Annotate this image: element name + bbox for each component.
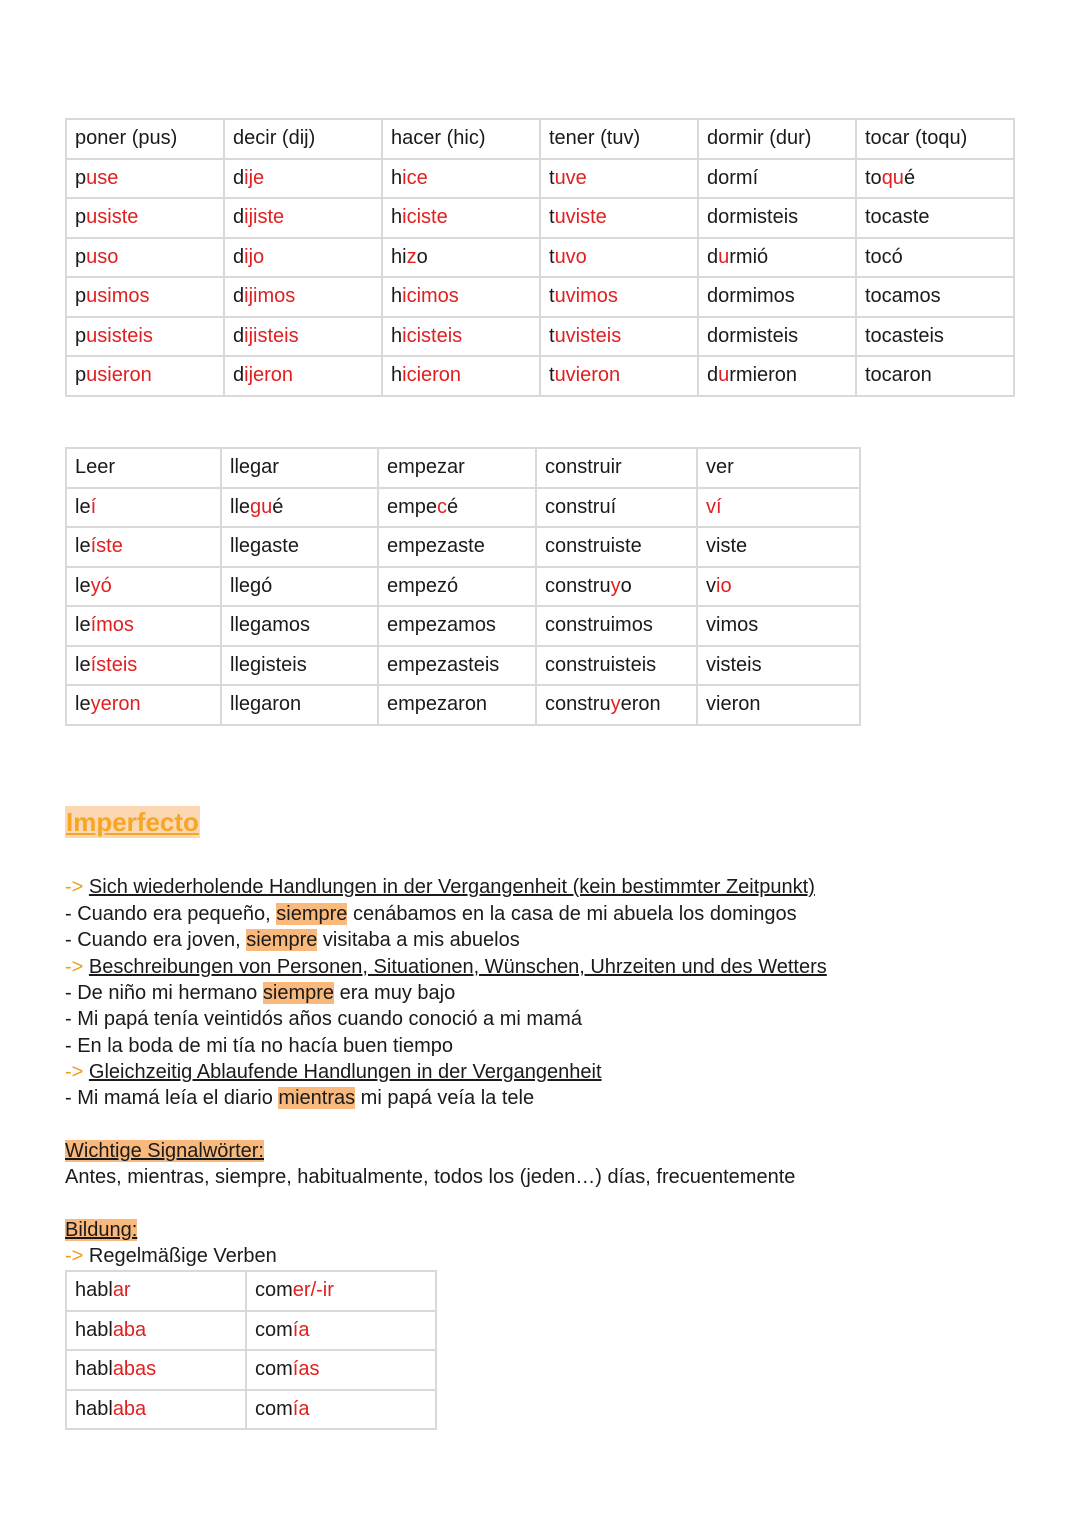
- ending-highlight: er/-ir: [292, 1279, 334, 1302]
- stem-text: h: [391, 166, 403, 189]
- signal-word-highlight: siempre: [262, 982, 335, 1004]
- conjugation-cell: [382, 317, 540, 357]
- conjugation-cell: [66, 1311, 246, 1351]
- stem-text: é: [447, 495, 459, 518]
- conjugation-cell: [66, 606, 221, 646]
- stem-text: llegaste: [230, 535, 299, 558]
- conjugation-cell: [378, 646, 536, 686]
- example-line: [65, 1085, 534, 1111]
- signal-words-list: Antes, mientras, siempre, habitualmente, todos los (jeden…) días, frecuentemente: [65, 1166, 796, 1188]
- stem-text: construisteis: [545, 653, 657, 676]
- ending-highlight: qu: [881, 166, 904, 189]
- arrow-marker: ->: [65, 956, 84, 978]
- ending-highlight: ijiste: [244, 206, 285, 229]
- stem-text: t: [549, 206, 555, 229]
- conjugation-cell: [224, 198, 382, 238]
- stem-text: llegisteis: [230, 653, 307, 676]
- stem-text: p: [75, 364, 87, 387]
- conjugation-row: [66, 567, 860, 607]
- stem-text: le: [75, 653, 91, 676]
- signal-word-highlight: siempre: [276, 903, 348, 925]
- verb-header: Leer: [66, 448, 221, 488]
- conjugation-row: [66, 488, 860, 528]
- stem-text: h: [391, 206, 403, 229]
- conjugation-cell: [221, 685, 378, 725]
- conjugation-row: [66, 356, 1014, 396]
- conjugation-cell: [221, 567, 378, 607]
- stem-text: t: [549, 166, 555, 189]
- stem-text: t: [549, 245, 555, 268]
- ending-highlight: uvo: [554, 245, 587, 268]
- conjugation-cell: [66, 356, 224, 396]
- regular-verbs-label: [65, 1243, 277, 1269]
- stem-text: h: [391, 364, 403, 387]
- ending-highlight: gu: [250, 495, 273, 518]
- conjugation-cell: [698, 317, 856, 357]
- stem-text: p: [75, 206, 87, 229]
- stem-text: habl: [75, 1358, 113, 1381]
- stem-text: rmieron: [729, 364, 798, 387]
- stem-text: dormisteis: [707, 206, 799, 229]
- ending-highlight: ijo: [244, 245, 265, 268]
- stem-text: visteis: [706, 653, 762, 676]
- stem-text: hi: [391, 245, 407, 268]
- stem-text: d: [233, 324, 245, 347]
- stem-text: p: [75, 324, 87, 347]
- conjugation-row: [66, 159, 1014, 199]
- stem-text: dormí: [707, 166, 759, 189]
- ending-highlight: icieron: [402, 364, 462, 387]
- ending-highlight: usimos: [86, 285, 150, 308]
- example-line: [65, 901, 797, 927]
- stem-text: empezaste: [387, 535, 485, 558]
- conjugation-cell: [856, 159, 1014, 199]
- example-line: - Mi papá tenía veintidós años cuando conoció a mi mamá: [65, 1008, 582, 1030]
- ending-highlight: ía: [292, 1397, 310, 1420]
- rule-text: Beschreibungen von Personen, Situationen, Wünschen, Uhrzeiten und des Wetters: [88, 956, 827, 978]
- ending-highlight: uvimos: [554, 285, 618, 308]
- stem-text: llegamos: [230, 614, 311, 637]
- conjugation-cell: [698, 238, 856, 278]
- conjugation-cell: [698, 356, 856, 396]
- ending-highlight: y: [610, 574, 621, 597]
- conjugation-cell: [540, 159, 698, 199]
- ending-highlight: z: [406, 245, 417, 268]
- conjugation-cell: [66, 1390, 246, 1430]
- stem-text: é: [903, 166, 916, 189]
- conjugation-row: [66, 685, 860, 725]
- stem-text: construí: [545, 495, 617, 518]
- stem-text: com: [255, 1318, 293, 1341]
- stem-text: vimos: [706, 614, 759, 637]
- conjugation-cell: [224, 238, 382, 278]
- signal-word-highlight: siempre: [246, 929, 318, 951]
- stem-text: o: [620, 574, 632, 597]
- conjugation-cell: [540, 198, 698, 238]
- regular-verbs-text: Regelmäßige Verben: [88, 1245, 277, 1267]
- conjugation-cell: [66, 238, 224, 278]
- ending-highlight: í: [90, 495, 97, 518]
- arrow-marker: ->: [65, 1245, 84, 1267]
- stem-text: to: [865, 166, 882, 189]
- preterite-spelling-body: [66, 448, 860, 725]
- example-text: - Mi mamá leía el diario: [65, 1087, 279, 1109]
- conjugation-cell: [221, 646, 378, 686]
- conjugation-cell: [856, 198, 1014, 238]
- example-text: mi papá veía la tele: [355, 1087, 535, 1109]
- ending-highlight: usisteis: [86, 324, 153, 347]
- verb-header: decir (dij): [224, 119, 382, 159]
- rule-descriptions: [65, 954, 827, 980]
- stem-text: d: [707, 364, 719, 387]
- preterite-irregular-body: [66, 119, 1014, 396]
- stem-text: tocaron: [865, 364, 932, 387]
- ending-highlight: c: [437, 495, 448, 518]
- conjugation-row: [66, 646, 860, 686]
- example-text: era muy bajo: [334, 982, 456, 1004]
- conjugation-row: [66, 317, 1014, 357]
- ending-highlight: ijeron: [244, 364, 294, 387]
- ending-highlight: usieron: [86, 364, 152, 387]
- example-line: - En la boda de mi tía no hacía buen tiempo: [65, 1035, 454, 1057]
- rule-text: Sich wiederholende Handlungen in der Vergangenheit (kein bestimmter Zeitpunkt): [88, 876, 815, 898]
- bildung-label: Bildung:: [65, 1219, 138, 1241]
- conjugation-cell: [66, 685, 221, 725]
- conjugation-row: [66, 1390, 436, 1430]
- conjugation-cell: [540, 277, 698, 317]
- stem-text: d: [707, 245, 719, 268]
- stem-text: h: [391, 324, 403, 347]
- stem-text: llegaron: [230, 693, 302, 716]
- conjugation-cell: [224, 356, 382, 396]
- stem-text: constru: [545, 574, 611, 597]
- stem-text: construiste: [545, 535, 642, 558]
- conjugation-cell: [378, 685, 536, 725]
- ending-highlight: uvisteis: [554, 324, 622, 347]
- preterite-irregular-table: [65, 118, 1015, 397]
- ending-highlight: íste: [90, 535, 123, 558]
- stem-text: com: [255, 1397, 293, 1420]
- conjugation-cell: [382, 238, 540, 278]
- stem-text: t: [549, 285, 555, 308]
- stem-text: d: [233, 206, 245, 229]
- ending-highlight: ísteis: [90, 653, 138, 676]
- conjugation-cell: [382, 356, 540, 396]
- imperfecto-regular-body: [66, 1271, 436, 1429]
- verb-header: empezar: [378, 448, 536, 488]
- example-text: - Cuando era joven,: [65, 929, 247, 951]
- conjugation-row: [66, 1271, 436, 1311]
- stem-text: p: [75, 245, 87, 268]
- stem-text: é: [272, 495, 284, 518]
- conjugation-cell: [221, 527, 378, 567]
- conjugation-cell: [66, 527, 221, 567]
- conjugation-cell: [856, 238, 1014, 278]
- conjugation-cell: [382, 198, 540, 238]
- conjugation-cell: [246, 1350, 436, 1390]
- verb-header: hacer (hic): [382, 119, 540, 159]
- arrow-marker: ->: [65, 1061, 84, 1083]
- stem-text: t: [549, 324, 555, 347]
- conjugation-cell: [698, 277, 856, 317]
- stem-text: viste: [706, 535, 748, 558]
- conjugation-cell: [697, 606, 860, 646]
- stem-text: eron: [620, 693, 661, 716]
- ending-highlight: ví: [706, 495, 722, 518]
- ending-highlight: ijisteis: [244, 324, 299, 347]
- conjugation-cell: [66, 488, 221, 528]
- conjugation-cell: [697, 685, 860, 725]
- imperfecto-regular-table: [65, 1270, 437, 1430]
- stem-text: tocamos: [865, 285, 941, 308]
- conjugation-cell: [378, 488, 536, 528]
- conjugation-cell: [540, 356, 698, 396]
- stem-text: empezaron: [387, 693, 488, 716]
- stem-text: empe: [387, 495, 438, 518]
- ending-highlight: usiste: [86, 206, 139, 229]
- conjugation-cell: [856, 356, 1014, 396]
- ending-highlight: ar: [112, 1279, 131, 1302]
- signal-words-label: Wichtige Signalwörter:: [65, 1140, 264, 1162]
- stem-text: le: [75, 495, 91, 518]
- verb-header: poner (pus): [66, 119, 224, 159]
- conjugation-cell: [66, 159, 224, 199]
- stem-text: habl: [75, 1397, 113, 1420]
- conjugation-cell: [382, 277, 540, 317]
- conjugation-cell: [66, 646, 221, 686]
- stem-text: tocaste: [865, 206, 930, 229]
- stem-text: habl: [75, 1279, 113, 1302]
- verb-header: tocar (toqu): [856, 119, 1014, 159]
- ending-highlight: icimos: [402, 285, 459, 308]
- conjugation-row: [66, 198, 1014, 238]
- example-text: visitaba a mis abuelos: [317, 929, 520, 951]
- conjugation-cell: [382, 159, 540, 199]
- ending-highlight: ijimos: [244, 285, 296, 308]
- example-line: [65, 980, 455, 1006]
- verb-header: dormir (dur): [698, 119, 856, 159]
- conjugation-cell: [856, 317, 1014, 357]
- conjugation-cell: [221, 488, 378, 528]
- conjugation-cell: [224, 277, 382, 317]
- conjugation-row: [66, 527, 860, 567]
- example-text: - De niño mi hermano: [65, 982, 263, 1004]
- stem-text: vieron: [706, 693, 761, 716]
- ending-highlight: ías: [292, 1358, 320, 1381]
- header-row: [66, 448, 860, 488]
- signal-word-highlight: mientras: [278, 1087, 356, 1109]
- example-line: [65, 927, 520, 953]
- conjugation-cell: [697, 488, 860, 528]
- conjugation-cell: [698, 159, 856, 199]
- conjugation-cell: [66, 567, 221, 607]
- stem-text: o: [416, 245, 428, 268]
- conjugation-row: [66, 238, 1014, 278]
- conjugation-cell: [66, 277, 224, 317]
- conjugation-cell: [536, 646, 697, 686]
- conjugation-cell: [224, 317, 382, 357]
- stem-text: d: [233, 166, 245, 189]
- conjugation-cell: [246, 1311, 436, 1351]
- stem-text: llegó: [230, 574, 273, 597]
- conjugation-cell: [378, 606, 536, 646]
- conjugation-cell: [697, 527, 860, 567]
- stem-text: le: [75, 693, 91, 716]
- stem-text: com: [255, 1279, 293, 1302]
- ending-highlight: ímos: [90, 614, 134, 637]
- stem-text: p: [75, 285, 87, 308]
- conjugation-cell: [378, 567, 536, 607]
- conjugation-cell: [536, 606, 697, 646]
- stem-text: v: [706, 574, 716, 597]
- conjugation-cell: [536, 567, 697, 607]
- conjugation-cell: [536, 488, 697, 528]
- example-text: cenábamos en la casa de mi abuela los domingos: [347, 903, 797, 925]
- conjugation-cell: [246, 1390, 436, 1430]
- stem-text: habl: [75, 1318, 113, 1341]
- stem-text: dormimos: [707, 285, 795, 308]
- verb-header: llegar: [221, 448, 378, 488]
- conjugation-cell: [66, 1271, 246, 1311]
- conjugation-cell: [66, 198, 224, 238]
- stem-text: com: [255, 1358, 293, 1381]
- rule-simultaneous: [65, 1059, 602, 1085]
- ending-highlight: yó: [90, 574, 112, 597]
- ending-highlight: aba: [112, 1318, 147, 1341]
- conjugation-cell: [246, 1271, 436, 1311]
- example-text: - Cuando era pequeño,: [65, 903, 277, 925]
- ending-highlight: ía: [292, 1318, 310, 1341]
- bildung-heading: [65, 1217, 137, 1243]
- conjugation-cell: [536, 527, 697, 567]
- conjugation-cell: [856, 277, 1014, 317]
- stem-text: rmió: [729, 245, 769, 268]
- stem-text: constru: [545, 693, 611, 716]
- ending-highlight: uso: [86, 245, 119, 268]
- signal-words-heading: [65, 1138, 264, 1164]
- ending-highlight: aba: [112, 1397, 147, 1420]
- conjugation-cell: [536, 685, 697, 725]
- ending-highlight: u: [718, 364, 730, 387]
- ending-highlight: y: [610, 693, 621, 716]
- stem-text: construimos: [545, 614, 653, 637]
- stem-text: tocasteis: [865, 324, 944, 347]
- conjugation-cell: [697, 567, 860, 607]
- preterite-spelling-table: [65, 447, 861, 726]
- verb-header: tener (tuv): [540, 119, 698, 159]
- conjugation-cell: [540, 317, 698, 357]
- verb-header: construir: [536, 448, 697, 488]
- stem-text: le: [75, 535, 91, 558]
- ending-highlight: ice: [402, 166, 428, 189]
- conjugation-cell: [697, 646, 860, 686]
- stem-text: le: [75, 574, 91, 597]
- ending-highlight: iciste: [402, 206, 448, 229]
- conjugation-cell: [66, 317, 224, 357]
- stem-text: tocó: [865, 245, 903, 268]
- conjugation-cell: [221, 606, 378, 646]
- conjugation-row: [66, 277, 1014, 317]
- stem-text: d: [233, 285, 245, 308]
- stem-text: dormisteis: [707, 324, 799, 347]
- stem-text: p: [75, 166, 87, 189]
- ending-highlight: uve: [554, 166, 587, 189]
- conjugation-cell: [66, 1350, 246, 1390]
- verb-header: ver: [697, 448, 860, 488]
- ending-highlight: uvieron: [554, 364, 621, 387]
- rule-repeated-actions: [65, 874, 815, 900]
- section-title-imperfecto: Imperfecto: [66, 807, 199, 837]
- stem-text: empezó: [387, 574, 459, 597]
- ending-highlight: yeron: [90, 693, 141, 716]
- conjugation-cell: [698, 198, 856, 238]
- ending-highlight: ije: [244, 166, 265, 189]
- ending-highlight: use: [86, 166, 119, 189]
- stem-text: d: [233, 364, 245, 387]
- stem-text: empezamos: [387, 614, 496, 637]
- stem-text: lle: [230, 495, 251, 518]
- arrow-marker: ->: [65, 876, 84, 898]
- rule-text: Gleichzeitig Ablaufende Handlungen in der Vergangenheit: [88, 1061, 602, 1083]
- ending-highlight: io: [716, 574, 732, 597]
- stem-text: le: [75, 614, 91, 637]
- header-row: [66, 119, 1014, 159]
- conjugation-cell: [378, 527, 536, 567]
- conjugation-row: [66, 1350, 436, 1390]
- ending-highlight: icisteis: [402, 324, 463, 347]
- stem-text: empezasteis: [387, 653, 500, 676]
- stem-text: d: [233, 245, 245, 268]
- conjugation-cell: [540, 238, 698, 278]
- ending-highlight: abas: [112, 1358, 157, 1381]
- ending-highlight: uviste: [554, 206, 607, 229]
- conjugation-row: [66, 1311, 436, 1351]
- ending-highlight: u: [718, 245, 730, 268]
- conjugation-row: [66, 606, 860, 646]
- stem-text: t: [549, 364, 555, 387]
- stem-text: h: [391, 285, 403, 308]
- conjugation-cell: [224, 159, 382, 199]
